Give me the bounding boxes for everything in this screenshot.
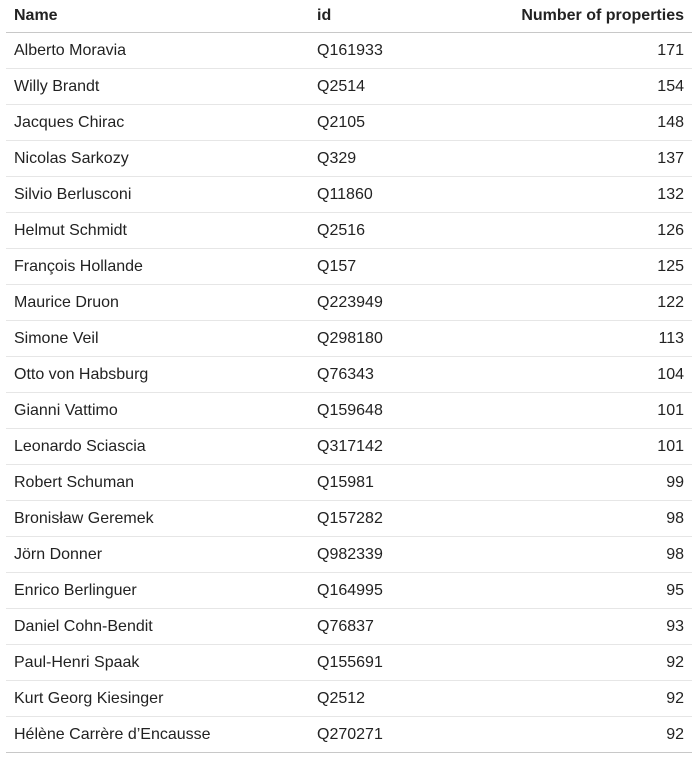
cell-id: Q76837 (309, 609, 509, 645)
header-row (6, 0, 692, 33)
cell-id: Q11860 (309, 177, 509, 213)
cell-name: Simone Veil (6, 321, 309, 357)
cell-name: Leonardo Sciascia (6, 429, 309, 465)
table-row (6, 645, 692, 681)
cell-name: Gianni Vattimo (6, 393, 309, 429)
table-row (6, 357, 692, 393)
table-row (6, 393, 692, 429)
table-row (6, 537, 692, 573)
table-row (6, 33, 692, 69)
cell-number-of-properties: 125 (509, 249, 692, 285)
cell-number-of-properties: 92 (509, 681, 692, 717)
table-row (6, 69, 692, 105)
cell-id: Q159648 (309, 393, 509, 429)
cell-id: Q270271 (309, 717, 509, 753)
table-row (6, 429, 692, 465)
cell-id: Q2516 (309, 213, 509, 249)
table-row (6, 609, 692, 645)
cell-number-of-properties: 126 (509, 213, 692, 249)
cell-number-of-properties: 148 (509, 105, 692, 141)
cell-id: Q157 (309, 249, 509, 285)
cell-number-of-properties: 132 (509, 177, 692, 213)
cell-number-of-properties: 101 (509, 429, 692, 465)
cell-id: Q157282 (309, 501, 509, 537)
cell-name: Willy Brandt (6, 69, 309, 105)
cell-number-of-properties: 171 (509, 33, 692, 69)
cell-id: Q2105 (309, 105, 509, 141)
cell-name: Jörn Donner (6, 537, 309, 573)
cell-number-of-properties: 98 (509, 537, 692, 573)
cell-id: Q298180 (309, 321, 509, 357)
cell-name: Silvio Berlusconi (6, 177, 309, 213)
cell-name: Otto von Habsburg (6, 357, 309, 393)
table-row (6, 141, 692, 177)
cell-id: Q15981 (309, 465, 509, 501)
cell-number-of-properties: 154 (509, 69, 692, 105)
cell-number-of-properties: 101 (509, 393, 692, 429)
cell-number-of-properties: 99 (509, 465, 692, 501)
cell-id: Q76343 (309, 357, 509, 393)
cell-id: Q161933 (309, 33, 509, 69)
column-header-number-of-properties[interactable]: Number of properties (509, 0, 692, 33)
cell-id: Q223949 (309, 285, 509, 321)
results-table (6, 0, 692, 753)
table-row (6, 213, 692, 249)
cell-name: Robert Schuman (6, 465, 309, 501)
column-header-name[interactable]: Name (6, 0, 309, 33)
table-row (6, 249, 692, 285)
cell-name: Jacques Chirac (6, 105, 309, 141)
cell-name: Paul-Henri Spaak (6, 645, 309, 681)
cell-number-of-properties: 137 (509, 141, 692, 177)
cell-number-of-properties: 95 (509, 573, 692, 609)
table-body (6, 33, 692, 753)
cell-number-of-properties: 92 (509, 645, 692, 681)
cell-name: Alberto Moravia (6, 33, 309, 69)
cell-name: Nicolas Sarkozy (6, 141, 309, 177)
table-row (6, 465, 692, 501)
table-row (6, 717, 692, 753)
cell-name: Enrico Berlinguer (6, 573, 309, 609)
cell-name: Kurt Georg Kiesinger (6, 681, 309, 717)
table-row (6, 321, 692, 357)
cell-id: Q2512 (309, 681, 509, 717)
cell-number-of-properties: 113 (509, 321, 692, 357)
cell-name: Hélène Carrère d’Encausse (6, 717, 309, 753)
cell-name: Helmut Schmidt (6, 213, 309, 249)
table-row (6, 177, 692, 213)
cell-id: Q164995 (309, 573, 509, 609)
cell-number-of-properties: 98 (509, 501, 692, 537)
table-row (6, 105, 692, 141)
cell-number-of-properties: 122 (509, 285, 692, 321)
table-row (6, 573, 692, 609)
table-row (6, 681, 692, 717)
table-row (6, 285, 692, 321)
cell-id: Q329 (309, 141, 509, 177)
cell-id: Q155691 (309, 645, 509, 681)
cell-id: Q982339 (309, 537, 509, 573)
cell-id: Q317142 (309, 429, 509, 465)
cell-name: Daniel Cohn-Bendit (6, 609, 309, 645)
cell-number-of-properties: 104 (509, 357, 692, 393)
cell-number-of-properties: 93 (509, 609, 692, 645)
table-row (6, 501, 692, 537)
cell-id: Q2514 (309, 69, 509, 105)
table-header (6, 0, 692, 33)
cell-name: François Hollande (6, 249, 309, 285)
cell-name: Maurice Druon (6, 285, 309, 321)
column-header-id[interactable]: id (309, 0, 509, 33)
cell-name: Bronisław Geremek (6, 501, 309, 537)
results-table-container (6, 0, 692, 753)
cell-number-of-properties: 92 (509, 717, 692, 753)
